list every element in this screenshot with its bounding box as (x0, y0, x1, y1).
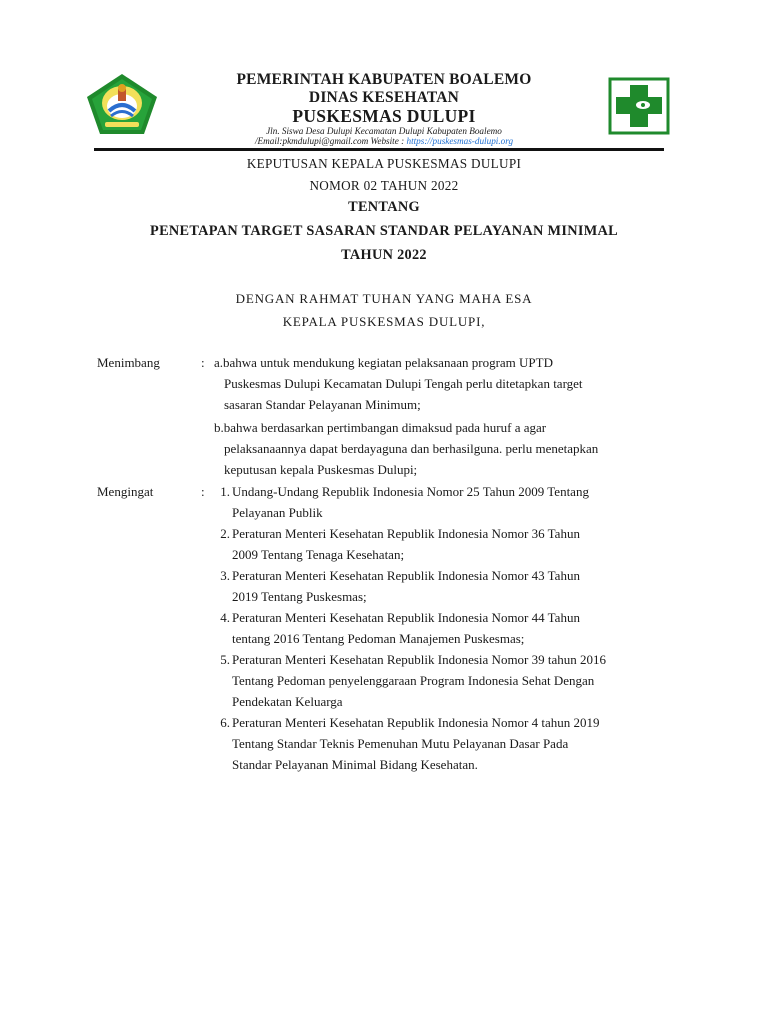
decree-subject: PENETAPAN TARGET SASARAN STANDAR PELAYANAN MINIMAL (150, 223, 618, 239)
header-email: /Email:pkmdulupi@gmail.com Website : (254, 136, 407, 146)
mengingat-item-5-line2: Tentang Pedoman penyelenggaraan Program Indonesia Sehat Dengan (232, 673, 595, 688)
menimbang-colon: : (201, 355, 205, 370)
menimbang-a-line1: a.bahwa untuk mendukung kegiatan pelaksanaan program UPTD (214, 355, 553, 370)
decree-title: KEPUTUSAN KEPALA PUSKESMAS DULUPI (246, 156, 522, 171)
decree-tentang: TENTANG (348, 199, 420, 215)
header-department: DINAS KESEHATAN (308, 89, 460, 106)
mengingat-item-4-line2: tentang 2016 Tentang Pedoman Manajemen Puskesmas; (232, 631, 525, 646)
mengingat-item-number: 1. (220, 484, 230, 499)
header-contact (0, 136, 768, 146)
header-government: PEMERINTAH KABUPATEN BOALEMO (236, 71, 532, 88)
mengingat-item-number: 2. (220, 526, 230, 541)
mengingat-item-3-line1: Peraturan Menteri Kesehatan Republik Indonesia Nomor 43 Tahun (232, 568, 580, 583)
menimbang-b-line3: keputusan kepala Puskesmas Dulupi; (224, 462, 418, 477)
mengingat-item-number: 6. (220, 715, 230, 730)
menimbang-label: Menimbang (97, 355, 160, 370)
mengingat-item-6-line1: Peraturan Menteri Kesehatan Republik Indonesia Nomor 4 tahun 2019 (232, 715, 600, 730)
mengingat-item-1-line2: Pelayanan Publik (232, 505, 323, 520)
mengingat-item-5-line3: Pendekatan Keluarga (232, 694, 343, 709)
decree-year: TAHUN 2022 (341, 247, 427, 263)
mengingat-item-3-line2: 2019 Tentang Puskesmas; (232, 589, 367, 604)
declaration-line2: KEPALA PUSKESMAS DULUPI, (282, 314, 486, 329)
header-website-link[interactable]: https://puskesmas-dulupi.org (406, 136, 514, 146)
mengingat-item-1-line1: Undang-Undang Republik Indonesia Nomor 25 Tahun 2009 Tentang (232, 484, 589, 499)
mengingat-item-2-line1: Peraturan Menteri Kesehatan Republik Indonesia Nomor 36 Tahun (232, 526, 580, 541)
decree-number: NOMOR 02 TAHUN 2022 (309, 178, 459, 193)
letterhead (0, 0, 768, 152)
puskesmas-cross-logo-icon (608, 77, 670, 135)
mengingat-colon: : (201, 484, 205, 499)
menimbang-a-line2: Puskesmas Dulupi Kecamatan Dulupi Tengah perlu ditetapkan target (224, 376, 583, 391)
menimbang-a-line3: sasaran Standar Pelayanan Minimum; (224, 397, 421, 412)
mengingat-item-6-line2: Tentang Standar Teknis Pemenuhan Mutu Pelayanan Dasar Pada (232, 736, 569, 751)
mengingat-item-2-line2: 2009 Tentang Tenaga Kesehatan; (232, 547, 405, 562)
mengingat-item-number: 4. (220, 610, 230, 625)
mengingat-label: Mengingat (97, 484, 154, 499)
menimbang-b-line1: b.bahwa berdasarkan pertimbangan dimaksud pada huruf a agar (214, 420, 547, 435)
letterhead-divider (94, 148, 664, 151)
mengingat-item-5-line1: Peraturan Menteri Kesehatan Republik Indonesia Nomor 39 tahun 2016 (232, 652, 607, 667)
mengingat-item-number: 5. (220, 652, 230, 667)
mengingat-item-4-line1: Peraturan Menteri Kesehatan Republik Indonesia Nomor 44 Tahun (232, 610, 580, 625)
mengingat-item-number: 3. (220, 568, 230, 583)
menimbang-b-line2: pelaksanaannya dapat berdayaguna dan berhasilguna. perlu menetapkan (224, 441, 599, 456)
mengingat-item-6-line3: Standar Pelayanan Minimal Bidang Kesehatan. (232, 757, 478, 772)
header-institution: PUSKESMAS DULUPI (292, 106, 476, 126)
declaration-line1: DENGAN RAHMAT TUHAN YANG MAHA ESA (235, 291, 533, 306)
header-address: Jln. Siswa Desa Dulupi Kecamatan Dulupi Kabupaten Boalemo (266, 126, 502, 136)
